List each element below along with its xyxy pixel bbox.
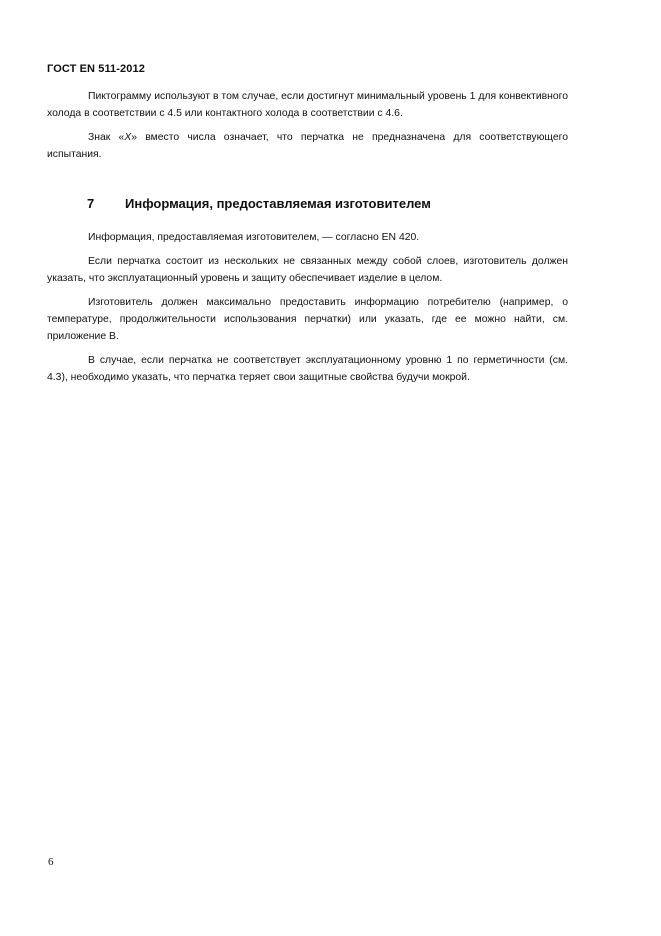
paragraph-consumer-info: Изготовитель должен максимально предоставить информацию потребителю (например, о температуре, продолжительности использования перчатки) или указать, где ее можно найти, см. приложение В. bbox=[47, 297, 568, 342]
x-sign-text-before: Знак « bbox=[88, 132, 125, 143]
paragraph-water-tightness: В случае, если перчатка не соответствует эксплуатационному уровню 1 по герметичности (см. 4.3), необходимо указать, что перчатка теряет свои защитные свойства будучи мокрой. bbox=[47, 355, 568, 383]
paragraph-pictogram-usage: Пиктограмму используют в том случае, если достигнут минимальный уровень 1 для конвективного холода в соответствии с 4.5 или контактного холода в соответствии с 4.6. bbox=[47, 91, 568, 119]
page-number: 6 bbox=[48, 856, 54, 868]
paragraph-manufacturer-info: Информация, предоставляемая изготовителем, — согласно EN 420. bbox=[88, 232, 420, 243]
document-code-header: ГОСТ EN 511-2012 bbox=[47, 63, 145, 75]
x-sign-text-after: » вместо числа означает, что перчатка не предназначена для соответствующего испытания. bbox=[47, 132, 568, 160]
paragraph-x-sign bbox=[47, 129, 568, 163]
document-body bbox=[47, 88, 568, 393]
paragraph-multilayer-glove: Если перчатка состоит из нескольких не связанных между собой слоев, изготовитель должен указать, что эксплуатационный уровень и защиту обеспечивает изделие в целом. bbox=[47, 256, 568, 284]
section-number: 7 bbox=[87, 196, 95, 211]
x-sign-symbol: X bbox=[124, 132, 132, 143]
section-title: Информация, предоставляемая изготовителем bbox=[125, 196, 431, 211]
section-7-heading bbox=[47, 196, 568, 212]
